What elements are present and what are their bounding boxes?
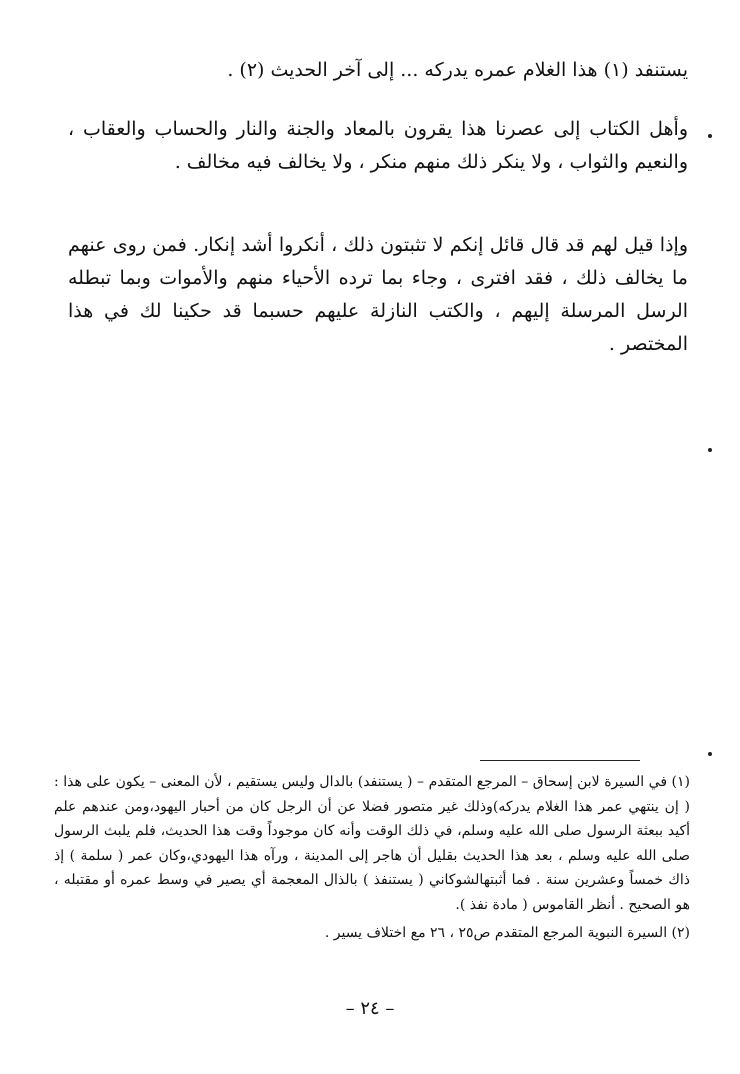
paragraph-denial-text: وإذا قيل لهم قد قال قائل إنكم لا تثبتون ذلك ، أنكروا أشد إنكار. فمن روى عنهم ما يخالف ذلك ، فقد افترى ، وجاء بما ترده الأحياء منهم والأموات وبما تبطله الرسل المرسلة إليهم ، والكتب النازلة عليهم حسبما قد حكينا لك في هذا المختصر . <box>68 234 688 355</box>
footnote-2: (٢) السيرة النبوية المرجع المتقدم ص٢٥ ، ٢٦ مع اختلاف يسير . <box>324 925 690 941</box>
scan-mark-3 <box>708 752 712 756</box>
paragraph-denial <box>68 229 688 361</box>
scan-mark-2 <box>708 448 712 452</box>
paragraph-hereafter-belief <box>68 113 688 179</box>
footnote-separator <box>480 760 640 761</box>
opening-line-text: يستنفد (١) هذا الغلام عمره يدركه ... إلى آخر الحديث (٢) . <box>227 59 688 81</box>
footnotes <box>54 770 690 946</box>
scan-mark-1 <box>708 134 712 138</box>
footnote-1: (١) في السيرة لابن إسحاق – المرجع المتقدم – ( يستنفد) بالدال وليس يستقيم ، لأن المعنى – يكون على هذا : ( إن ينتهي عمر هذا الغلام يدركه)وذلك غير متصور فضلا عن أن الرجل كان من أحبار اليهود،ومن عندهم علم أكيد ببعثة الرسول صلى الله عليه وسلم، في ذلك الوقت وأنه كان موجوداً وقت هذا الحديث، فلم يلبث الرسول صلى الله عليه وسلم ، بعد هذا الحديث بقليل أن هاجر إلى المدينة ، ورآه هذا اليهودي،وكان عمر ( سلمة ) إذ ذاك خمساً وعشرين سنة . فما أثبتهالشوكاني ( يستنفذ ) بالذال المعجمة أي يصير في وسط عمره أو مقتبله ، هو الصحيح . أنظر القاموس ( مادة نفذ ). <box>54 774 690 913</box>
paragraph-hereafter-belief-text: وأهل الكتاب إلى عصرنا هذا يقرون بالمعاد والجنة والنار والحساب والعقاب ، والنعيم والثواب ، ولا ينكر ذلك منهم منكر ، ولا يخالف فيه مخالف . <box>68 118 688 173</box>
page-number: – ٢٤ – <box>345 998 395 1019</box>
opening-line <box>68 54 688 87</box>
